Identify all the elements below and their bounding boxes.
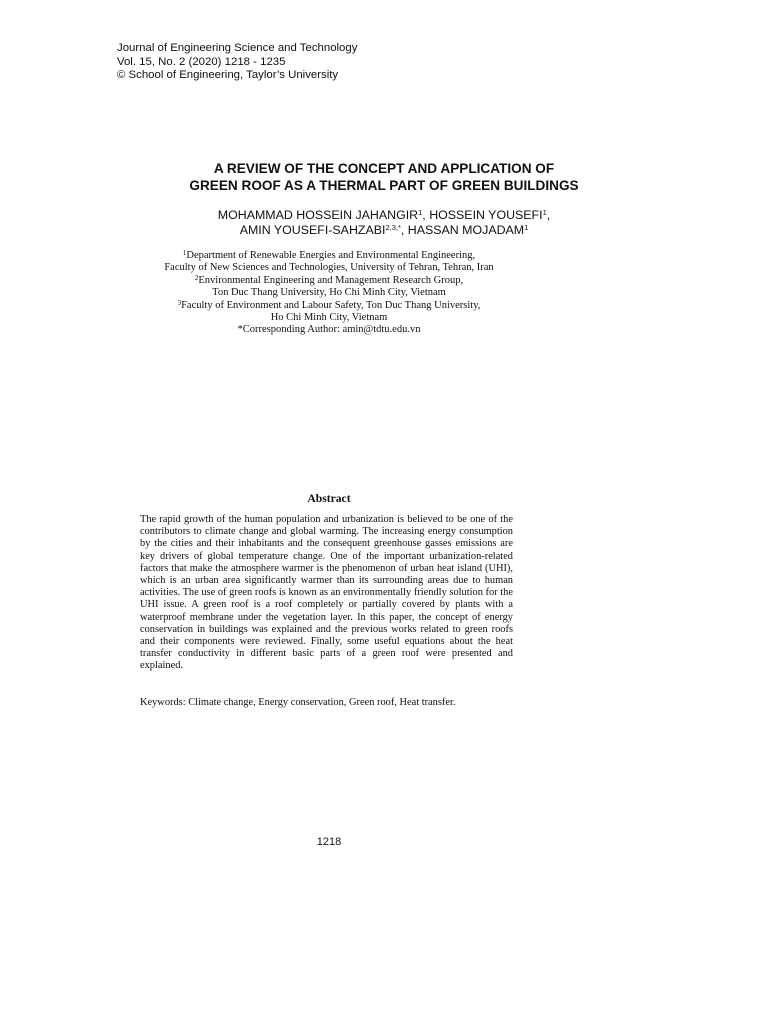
journal-name: Journal of Engineering Science and Technology (117, 42, 358, 54)
author-list (0, 208, 768, 238)
author-affil-sup: 1 (524, 223, 529, 232)
journal-header (117, 42, 357, 83)
affiliation-1: $^1$Department of Renewable Energies and Environmental Engineering, (182, 249, 476, 261)
author-name: HASSAN MOJADAM (407, 223, 525, 237)
author-line-1: MOHAMMAD HOSSEIN JAHANGIR$^1$, HOSSEIN YOUSEFI$^1$, (217, 208, 551, 222)
journal-copyright: © School of Engineering, Taylor’s University (117, 69, 339, 82)
author-affil-sup: 2,3,* (385, 223, 401, 232)
affiliation-2: $^2$Environmental Engineering and Management Research Group, (194, 273, 464, 286)
author-name: AMIN YOUSEFI-SAHZABI (239, 223, 386, 237)
affiliation-2-cont: Ton Duc Thang University, Ho Chi Minh City, Vietnam (212, 287, 446, 299)
corresponding-author: *Corresponding Author: amin@tdtu.edu.vn (237, 324, 421, 336)
paper-title (0, 160, 768, 194)
affiliation-1-cont: Faculty of New Sciences and Technologies, University of Tehran, Tehran, Iran (164, 262, 494, 274)
journal-volume: Vol. 15, No. 2 (2020) 1218 - 1235 (117, 55, 286, 68)
author-name: MOHAMMAD HOSSEIN JAHANGIR (217, 208, 419, 222)
affiliations (0, 250, 658, 337)
author-affil-sup: 1 (542, 208, 547, 217)
title-line-1: A REVIEW OF THE CONCEPT AND APPLICATION OF (213, 161, 555, 176)
keywords: Keywords: Climate change, Energy conservation, Green roof, Heat transfer. (140, 697, 456, 708)
title-line-2: GREEN ROOF AS A THERMAL PART OF GREEN BUILDINGS (189, 178, 579, 193)
affiliation-3: $^3$Faculty of Environment and Labour Safety, Ton Duc Thang University, (177, 298, 481, 311)
affiliation-3-cont: Ho Chi Minh City, Vietnam (270, 312, 388, 324)
author-line-2: AMIN YOUSEFI-$SAHZABI^{2,3,*}$, HASSAN MOJADAM$^1$ (239, 223, 529, 237)
author-name: HOSSEIN YOUSEFI (429, 208, 543, 222)
author-affil-sup: 1 (418, 208, 423, 217)
abstract-text: The rapid growth of the human population and urbanization is believed to be one of the contributors to climate change and global warming. The increasing energy consumption by the cities and their inhabitants and the consequent greenhouse gasses emissions are key drivers of global temperature change. One of the important urbanization-related factors that make the atmosphere warmer is the phenomenon of urban heat island (UHI), which is an urban area significantly warmer than its surrounding areas due to human activities. The use of green roofs is known as an environmentally friendly solution for the UHI issue. A green roof is a roof completely or partially covered by plants with a waterproof membrane under the vegetation layer. In this paper, the concept of energy conservation in buildings was explained and the previous works related to green roofs and their components were reviewed. Finally, some useful equations about the heat transfer conductivity in different basic parts of a green roof were presented and explained. (140, 514, 513, 672)
abstract-heading: Abstract (307, 492, 351, 505)
page-number: 1218 (316, 836, 342, 848)
